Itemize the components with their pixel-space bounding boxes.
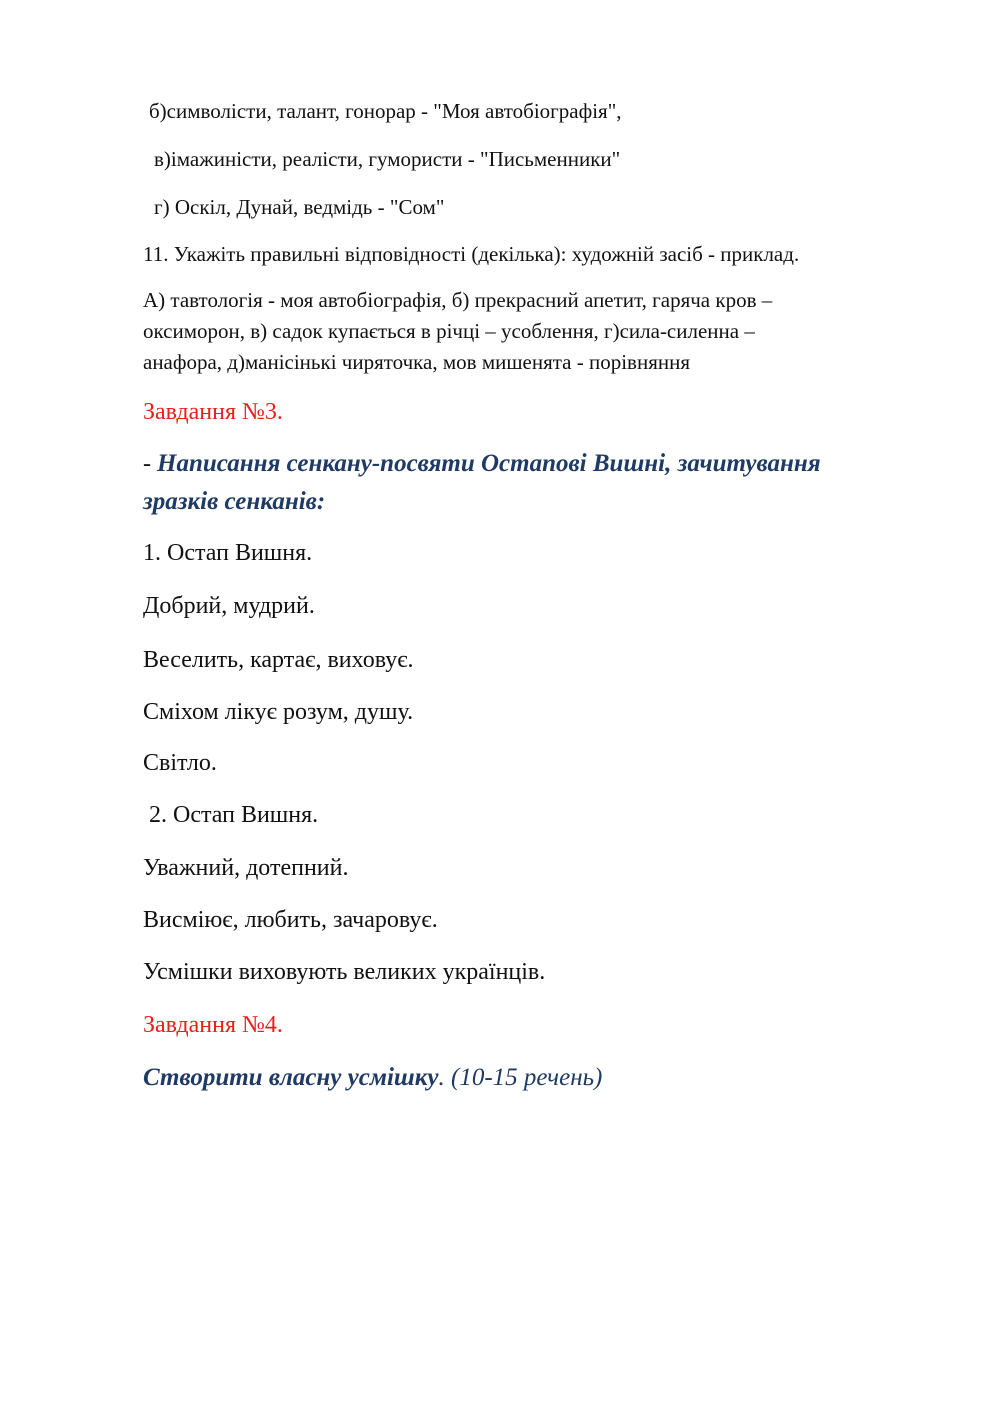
task-3-dash: -: [143, 451, 157, 477]
task-4-title: Завдання №4.: [143, 1012, 283, 1038]
task-4-instruction: [143, 1064, 602, 1092]
question-11-prompt: 11. Укажіть правильні відповідності (декілька): художній засіб - приклад.: [143, 242, 800, 266]
task-4-instruction-rest: . (10-15 речень): [438, 1064, 603, 1091]
option-g: г) Оскіл, Дунай, ведмідь - "Сом": [154, 195, 445, 219]
question-11-line-3: анафора, д)манісінькі чиряточка, мов мишенята - порівняння: [143, 350, 691, 374]
task-4-instruction-bold: Створити власну усмішку: [143, 1064, 439, 1091]
task-3-title: Завдання №3.: [143, 399, 283, 425]
task-3-instruction-line-2: зразків сенканів:: [143, 488, 326, 515]
cinquain-1-line-3: Веселить, картає, виховує.: [143, 647, 414, 673]
task-3-instruction-line-1: [143, 450, 821, 478]
option-b: б)символісти, талант, гонорар - "Моя автобіографія",: [149, 99, 622, 123]
cinquain-1-line-1: 1. Остап Вишня.: [143, 540, 313, 566]
cinquain-2-line-3: Висміює, любить, зачаровує.: [143, 907, 438, 933]
question-11-line-2: оксиморон, в) садок купається в річці – усоблення, г)сила-силенна –: [143, 319, 755, 343]
option-v: в)імажиністи, реалісти, гумористи - "Письменники": [154, 147, 621, 171]
cinquain-1-line-2: Добрий, мудрий.: [143, 593, 315, 619]
cinquain-2-line-1: 2. Остап Вишня.: [143, 802, 319, 828]
cinquain-1-line-5: Світло.: [143, 750, 217, 776]
cinquain-2-line-2: Уважний, дотепний.: [143, 855, 349, 881]
cinquain-2-line-4: Усмішки виховують великих українців.: [143, 959, 546, 985]
cinquain-1-line-4: Сміхом лікує розум, душу.: [143, 699, 414, 725]
task-3-instruction-text-1: Написання сенкану-посвяти Остапові Вишні, зачитування: [157, 450, 821, 477]
question-11-line-1: А) тавтологія - моя автобіографія, б) прекрасний апетит, гаряча кров –: [143, 288, 773, 312]
